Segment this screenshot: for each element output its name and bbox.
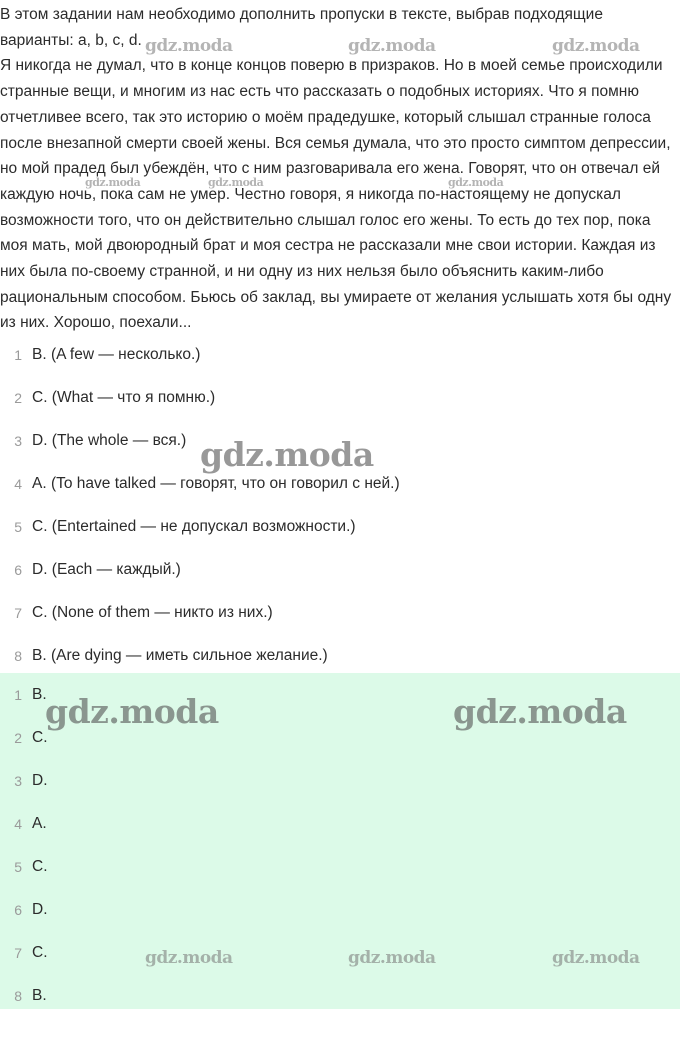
item-text: C. (None of them — никто из них.): [32, 603, 273, 621]
list-item: [0, 591, 680, 634]
list-item: [0, 333, 680, 376]
item-number: 2: [14, 389, 22, 406]
task-passage: Я никогда не думал, что в конце концов поверю в призраков. Но в моей семье происходили странные вещи, и многим из нас есть что рассказать о подобных историях. Что я помню отчетливее всего, так это историю о моём прадедушке, который слышал странные голоса после внезапной смерти своей жены. Вся семья думала, что это просто симптом депрессии, но мой прадед был убеждён, что с ним разговаривала его жена. Говорят, что он отвечал ей каждую ночь, пока сам не умер. Честно говоря, я никогда по-настоящему не допускал возможности того, что он действительно слышал голос его жены. То есть до тех пор, пока моя мать, мой двоюродный брат и моя сестра не рассказали мне свои истории. Каждая из них была по-своему странной, и ни одну из них нельзя было объяснить каким-либо рациональным способом. Бьюсь об заклад, вы умираете от желания услышать хотя бы одну из них. Хорошо, поехали...: [0, 57, 672, 332]
item-number: 1: [14, 686, 22, 703]
list-item: [0, 548, 680, 591]
watermark: gdz.moda: [552, 36, 640, 56]
item-text: C.: [32, 857, 48, 875]
task-instruction: В этом задании нам необходимо дополнить пропуски в тексте, выбрав подходящие варианты: a, b, c, d.: [0, 6, 603, 49]
list-item: [0, 974, 680, 1017]
item-number: 4: [14, 475, 22, 492]
item-number: 3: [14, 432, 22, 449]
list-item: [0, 759, 680, 802]
list-item: [0, 888, 680, 931]
list-item: [0, 845, 680, 888]
watermark: gdz.moda: [552, 948, 640, 968]
item-text: D. (Each — каждый.): [32, 560, 181, 578]
item-text: B. (Are dying — иметь сильное желание.): [32, 646, 328, 664]
watermark: gdz.moda: [348, 36, 436, 56]
item-number: 5: [14, 858, 22, 875]
list-item: [0, 634, 680, 677]
watermark: gdz.moda: [448, 176, 504, 189]
item-text: C. (What — что я помню.): [32, 388, 216, 406]
watermark: gdz.moda: [85, 176, 141, 189]
item-number: 6: [14, 901, 22, 918]
item-number: 1: [14, 346, 22, 363]
item-number: 3: [14, 772, 22, 789]
item-text: D. (The whole — вся.): [32, 431, 187, 449]
item-text: C.: [32, 943, 48, 961]
watermark: gdz.moda: [200, 435, 374, 474]
item-number: 5: [14, 518, 22, 535]
item-text: A. (To have talked — говорят, что он говорил с ней.): [32, 474, 400, 492]
list-item: [0, 505, 680, 548]
item-number: 8: [14, 647, 22, 664]
item-text: D.: [32, 900, 48, 918]
watermark: gdz.moda: [348, 948, 436, 968]
item-text: B.: [32, 986, 47, 1004]
watermark: gdz.moda: [453, 692, 627, 731]
watermark: gdz.moda: [145, 36, 233, 56]
item-text: C.: [32, 728, 48, 746]
item-number: 4: [14, 815, 22, 832]
item-text: A.: [32, 814, 47, 832]
item-text: B. (A few — несколько.): [32, 345, 201, 363]
item-text: B.: [32, 685, 47, 703]
answers-explained-list: [0, 333, 680, 677]
watermark: gdz.moda: [145, 948, 233, 968]
item-number: 7: [14, 604, 22, 621]
item-number: 6: [14, 561, 22, 578]
item-text: D.: [32, 771, 48, 789]
item-number: 2: [14, 729, 22, 746]
watermark: gdz.moda: [208, 176, 264, 189]
list-item: [0, 376, 680, 419]
watermark: gdz.moda: [45, 692, 219, 731]
list-item: [0, 802, 680, 845]
item-number: 8: [14, 987, 22, 1004]
item-number: 7: [14, 944, 22, 961]
item-text: C. (Entertained — не допускал возможности.): [32, 517, 356, 535]
